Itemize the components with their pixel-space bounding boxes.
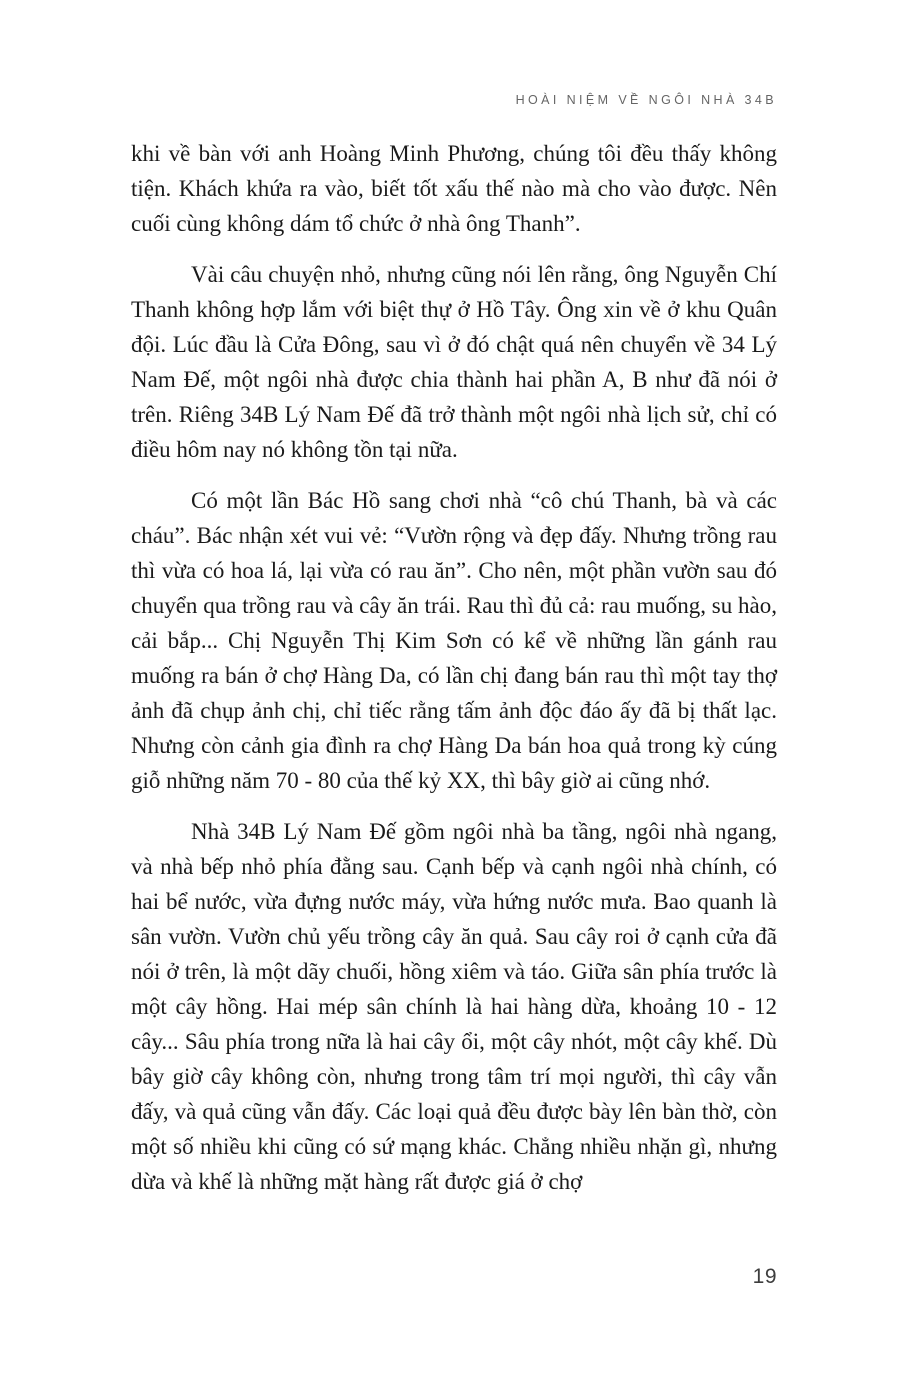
body-paragraph: Có một lần Bác Hồ sang chơi nhà “cô chú Thanh, bà và các cháu”. Bác nhận xét vui vẻ: “Vườn rộng và đẹp đấy. Nhưng trồng rau thì vừa có hoa lá, lại vừa có rau ăn”. Cho nên, một phần vườn sau đó chuyển qua trồng rau và cây ăn trái. Rau thì đủ cả: rau muống, su hào, cải bắp... Chị Nguyễn Thị Kim Sơn có kể về những lần gánh rau muống ra bán ở chợ Hàng Da, có lần chị đang bán rau thì một tay thợ ảnh đã chụp ảnh chị, chỉ tiếc rằng tấm ảnh độc đáo ấy đã bị thất lạc. Nhưng còn cảnh gia đình ra chợ Hàng Da bán hoa quả trong kỳ cúng giỗ những năm 70 - 80 của thế kỷ XX, thì bây giờ ai cũng nhớ. bbox=[131, 488, 777, 793]
page-body bbox=[131, 136, 777, 1215]
body-paragraph: Nhà 34B Lý Nam Đế gồm ngôi nhà ba tầng, ngôi nhà ngang, và nhà bếp nhỏ phía đằng sau. Cạnh bếp và cạnh ngôi nhà chính, có hai bể nước, vừa đựng nước máy, vừa hứng nước mưa. Bao quanh là sân vườn. Vườn chủ yếu trồng cây ăn quả. Sau cây roi ở cạnh cửa đã nói ở trên, là một dãy chuối, hồng xiêm và táo. Giữa sân phía trước là một cây hồng. Hai mép sân chính là hai hàng dừa, khoảng 10 - 12 cây... Sâu phía trong nữa là hai cây ổi, một cây nhót, một cây khế. Dù bây giờ cây không còn, nhưng trong tâm trí mọi người, thì cây vẫn đấy, và quả cũng vẫn đấy. Các loại quả đều được bày lên bàn thờ, còn một số nhiều khi cũng có sứ mạng khác. Chẳng nhiều nhặn gì, nhưng dừa và khế là những mặt hàng rất được giá ở chợ bbox=[131, 819, 777, 1194]
body-paragraph: Vài câu chuyện nhỏ, nhưng cũng nói lên rằng, ông Nguyễn Chí Thanh không hợp lắm với biệt thự ở Hồ Tây. Ông xin về ở khu Quân đội. Lúc đầu là Cửa Đông, sau vì ở đó chật quá nên chuyển về 34 Lý Nam Đế, một ngôi nhà được chia thành hai phần A, B như đã nói ở trên. Riêng 34B Lý Nam Đế đã trở thành một ngôi nhà lịch sử, chỉ có điều hôm nay nó không tồn tại nữa. bbox=[131, 262, 777, 462]
page-number: 19 bbox=[752, 1265, 777, 1288]
body-paragraph: khi về bàn với anh Hoàng Minh Phương, chúng tôi đều thấy không tiện. Khách khứa ra vào, biết tốt xấu thế nào mà cho vào được. Nên cuối cùng không dám tổ chức ở nhà ông Thanh”. bbox=[131, 141, 777, 236]
running-header: HOÀI NIỆM VỀ NGÔI NHÀ 34B bbox=[515, 93, 777, 107]
